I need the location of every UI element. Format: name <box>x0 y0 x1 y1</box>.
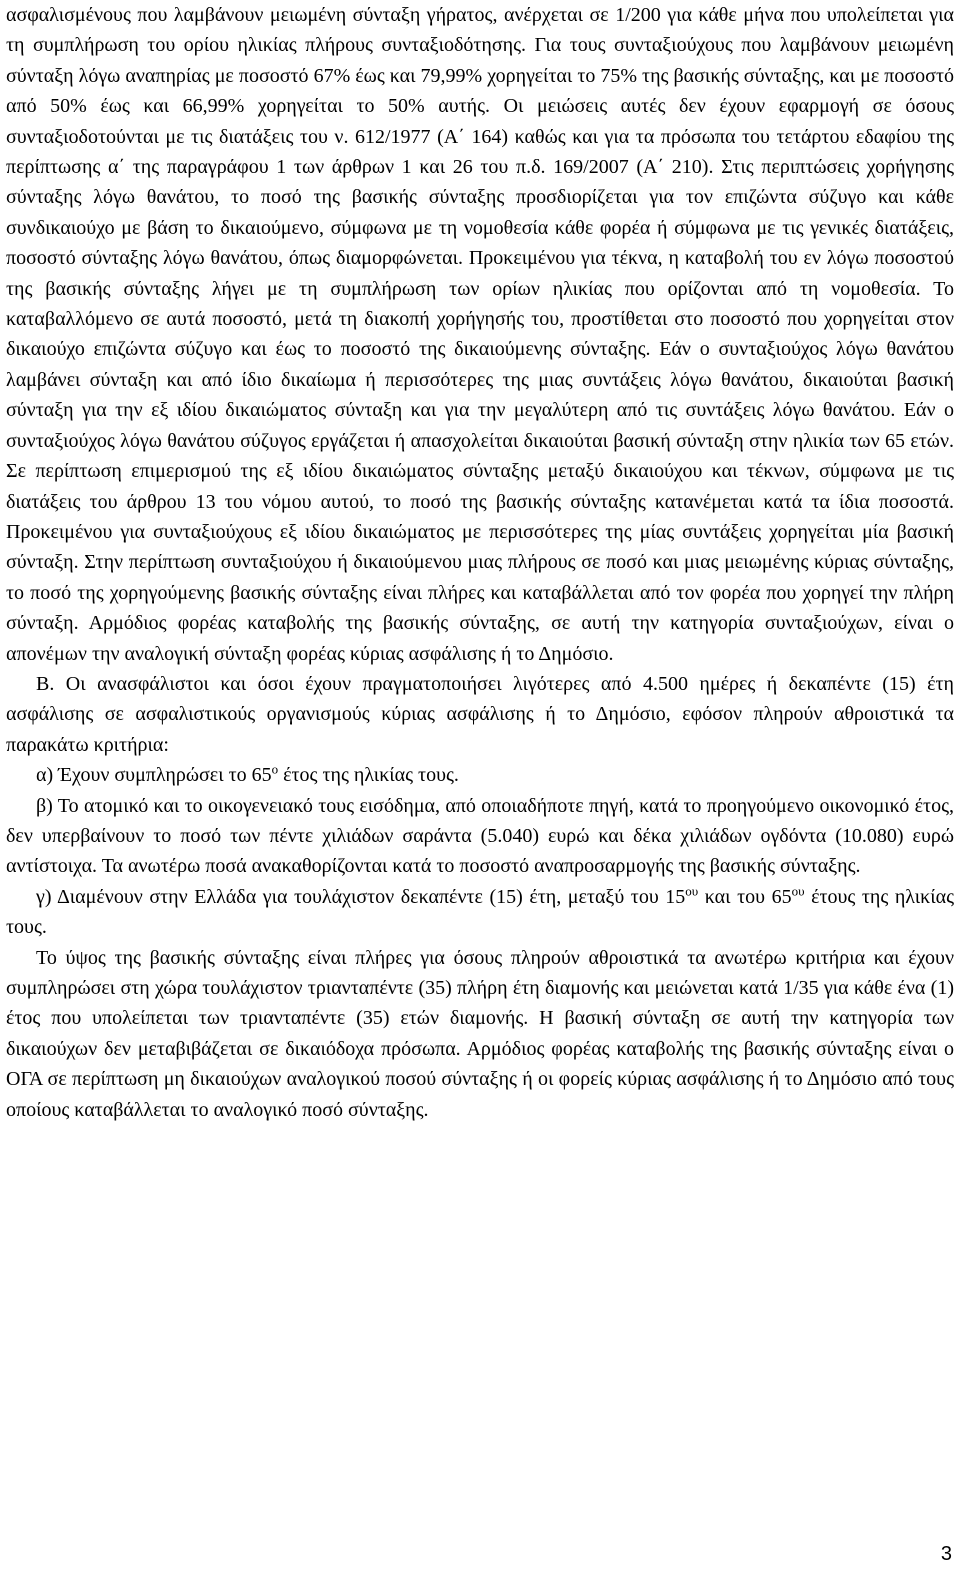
paragraph <box>6 943 954 1125</box>
page-number: 3 <box>940 1543 952 1565</box>
paragraph-text: και του 65 <box>698 885 792 908</box>
paragraph <box>6 0 954 669</box>
paragraph-text: ασφαλισμένους που λαμβάνουν μειωμένη σύνταξη γήρατος, ανέρχεται σε 1/200 για κάθε μήνα που υπολείπεται για τη συμπλήρωση του ορίου ηλικίας πλήρους συνταξιοδότησης. Για τους συνταξιούχους που λαμβάνουν μειωμένη σύνταξη λόγω αναπηρίας με ποσοστό 67% έως και 79,99% χορηγείται το 75% της βασικής σύνταξης, και με ποσοστό από 50% έως και 66,99% χορηγείται το 50% αυτής. Οι μειώσεις αυτές δεν έχουν εφαρμογή σε όσους συνταξιοδοτούνται με τις διατάξεις του ν. 612/1977 (Α΄ 164) καθώς και για τα πρόσωπα του τετάρτου εδαφίου της περίπτωσης α΄ της παραγράφου 1 των άρθρων 1 και 26 του π.δ. 169/2007 (Α΄ 210). Στις περιπτώσεις χορήγησης σύνταξης λόγω θανάτου, το ποσό της βασικής σύνταξης προσδιορίζεται για τον επιζώντα σύζυγο και κάθε συνδικαιούχο με βάση το δικαιούμενο, σύμφωνα με τη νομοθεσία κάθε φορέα ή σύμφωνα με τις γενικές διατάξεις, ποσοστό σύνταξης λόγω θανάτου, όπως διαμορφώνεται. Προκειμένου για τέκνα, η καταβολή του εν λόγω ποσοστού της βασικής σύνταξης λήγει με τη συμπλήρωση των ορίων ηλικίας που ορίζονται από τη νομοθεσία. Το καταβαλλόμενο σε αυτά ποσοστό, μετά τη διακοπή χορήγησής του, προστίθεται στο ποσοστό που χορηγείται στον δικαιούχο επιζώντα σύζυγο και έως το ποσοστό της δικαιούμενης σύνταξης. Εάν ο συνταξιούχος λόγω θανάτου λαμβάνει σύνταξη και από ίδιο δικαίωμα ή περισσότερες της μιας συντάξεις λόγω θανάτου, δικαιούται βασική σύνταξη για την εξ ιδίου δικαιώματος σύνταξη και για την μεγαλύτερη από τις συντάξεις λόγω θανάτου. Εάν ο συνταξιούχος λόγω θανάτου σύζυγος εργάζεται ή απασχολείται δικαιούται βασική σύνταξη στην ηλικία των 65 ετών. Σε περίπτωση επιμερισμού της εξ ιδίου δικαιώματος σύνταξης μεταξύ δικαιούχου και τέκνων, σύμφωνα με τις διατάξεις του άρθρου 13 του νόμου αυτού, το ποσό της βασικής σύνταξης κατανέμεται κατά τα ίδια ποσοστά. Προκειμένου για συνταξιούχους εξ ιδίου δικαιώματος με περισσότερες της μίας συντάξεις χορηγείται μία βασική σύνταξη. Στην περίπτωση συνταξιούχου ή δικαιούμενου μιας πλήρους σε ποσό και μιας μειωμένης κύριας σύνταξης, το ποσό της χορηγούμενης βασικής σύνταξης είναι πλήρες και καταβάλλεται από τον φορέα που χορηγεί την πλήρη σύνταξη. Αρμόδιος φορέας καταβολής της βασικής σύνταξης, σε αυτή την κατηγορία συνταξιούχων, είναι ο απονέμων την αναλογική σύνταξη φορέας κύριας ασφάλισης ή το Δημόσιο. <box>6 4 954 665</box>
paragraph-text: Β. Οι ανασφάλιστοι και όσοι έχουν πραγματοποιήσει λιγότερες από 4.500 ημέρες ή δεκαπέντε (15) έτη ασφάλισης σε ασφαλιστικούς οργανισμούς κύριας ασφάλισης ή το Δημόσιο, εφόσον πληρούν αθροιστικά τα παρακάτω κριτήρια: <box>6 672 954 756</box>
paragraph-text: Το ύψος της βασικής σύνταξης είναι πλήρες για όσους πληρούν αθροιστικά τα ανωτέρω κριτήρια και έχουν συμπληρώσει στη χώρα τουλάχιστον τριανταπέντε (35) πλήρη έτη διαμονής και μειώνεται κατά 1/35 για κάθε ένα (1) έτος που υπολείπεται των τριανταπέντε (35) ετών διαμονής. Η βασική σύνταξη σε αυτή την κατηγορία των δικαιούχων δεν μεταβιβάζεται σε δικαιόδοχα πρόσωπα. Αρμόδιος φορέας καταβολής της βασικής σύνταξης είναι ο ΟΓΑ σε περίπτωση μη δικαιούχων αναλογικού ποσού σύνταξης ή οι φορείς κύριας ασφάλισης ή το Δημόσιο από τους οποίους καταβάλλεται το αναλογικό ποσό σύνταξης. <box>6 946 954 1121</box>
document-body <box>6 0 954 1125</box>
superscript: ου <box>791 883 805 899</box>
superscript: ου <box>685 883 699 899</box>
paragraph-text: β) Το ατομικό και το οικογενειακό τους εισόδημα, από οποιαδήποτε πηγή, κατά το προηγούμενο οικονομικό έτος, δεν υπερβαίνουν το ποσό των πέντε χιλιάδων σαράντα (5.040) ευρώ και δέκα χιλιάδων ογδόντα (10.080) ευρώ αντίστοιχα. Τα ανωτέρω ποσά ανακαθορίζονται κατά το ποσοστό αναπροσαρμογής της βασικής σύνταξης. <box>6 794 954 878</box>
superscript: ο <box>271 761 279 777</box>
paragraph-text: έτος της ηλικίας τους. <box>278 764 459 787</box>
paragraph-section-b <box>6 669 954 760</box>
criterion-c <box>6 882 954 943</box>
paragraph-text: γ) Διαμένουν στην Ελλάδα για τουλάχιστον δεκαπέντε (15) έτη, μεταξύ του 15 <box>36 885 686 908</box>
paragraph-text: α) Έχουν συμπληρώσει το 65 <box>36 764 272 787</box>
criterion-a <box>6 760 954 790</box>
paragraph-text: έτους της ηλικίας τους. <box>6 885 955 939</box>
criterion-b <box>6 791 954 882</box>
